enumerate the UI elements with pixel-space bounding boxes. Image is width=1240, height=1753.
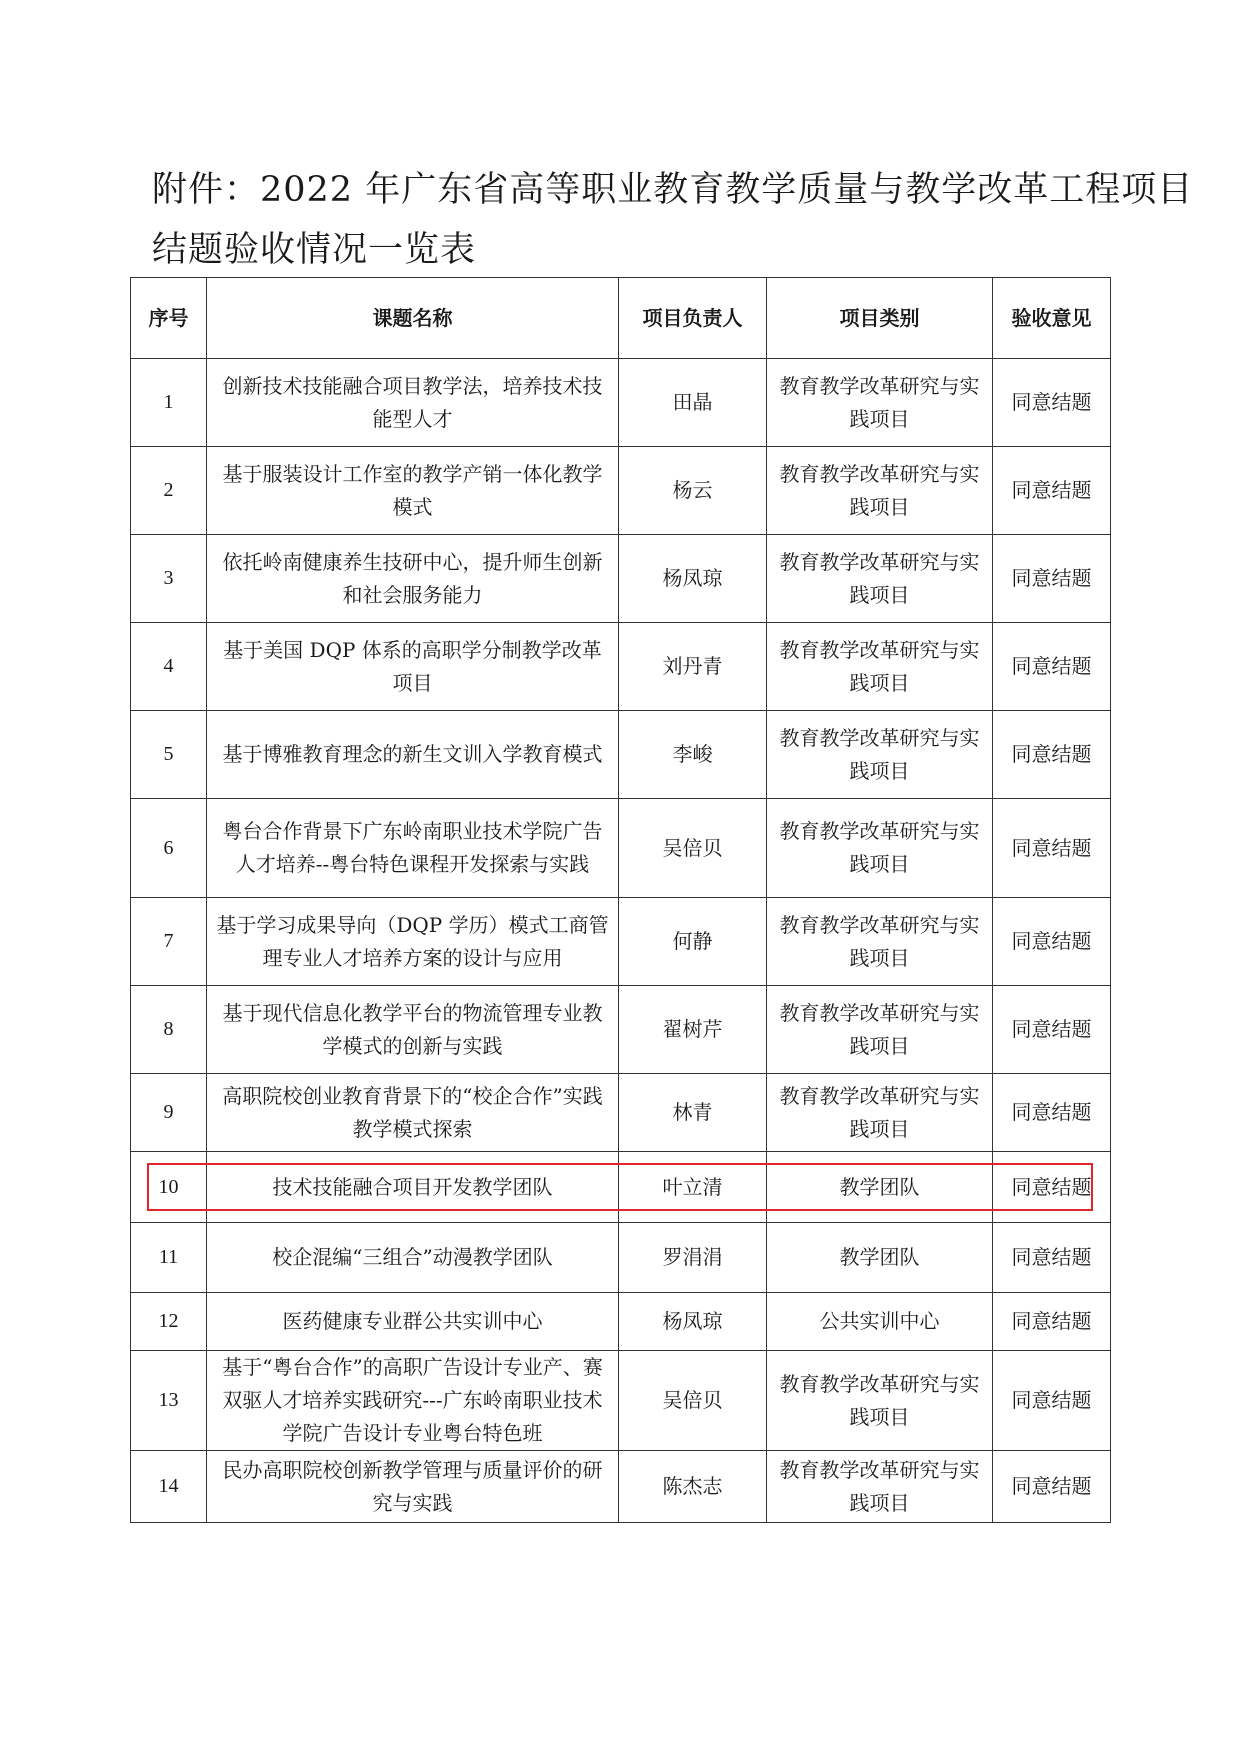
row-number: 6 [131, 799, 207, 898]
project-name: 依托岭南健康养生技研中心，提升师生创新和社会服务能力 [207, 535, 619, 623]
table-row [131, 535, 1111, 623]
row-number: 10 [131, 1152, 207, 1223]
acceptance-opinion: 同意结题 [993, 986, 1111, 1074]
acceptance-opinion: 同意结题 [993, 1451, 1111, 1523]
table-row [131, 359, 1111, 447]
table-row-highlighted [131, 1152, 1111, 1223]
header-project-name: 课题名称 [207, 278, 619, 359]
project-leader: 李峻 [619, 711, 767, 799]
project-name: 基于现代信息化教学平台的物流管理专业教学模式的创新与实践 [207, 986, 619, 1074]
project-leader: 刘丹青 [619, 623, 767, 711]
project-name: 基于学习成果导向（DQP 学历）模式工商管理专业人才培养方案的设计与应用 [207, 898, 619, 986]
project-leader: 杨凤琼 [619, 1293, 767, 1351]
project-name: 粤台合作背景下广东岭南职业技术学院广告人才培养--粤台特色课程开发探索与实践 [207, 799, 619, 898]
table-row [131, 898, 1111, 986]
project-name: 民办高职院校创新教学管理与质量评价的研究与实践 [207, 1451, 619, 1523]
table-header-row [131, 278, 1111, 359]
row-number: 9 [131, 1074, 207, 1152]
table-row [131, 986, 1111, 1074]
project-name: 技术技能融合项目开发教学团队 [207, 1152, 619, 1223]
table-row [131, 711, 1111, 799]
header-number: 序号 [131, 278, 207, 359]
project-name: 基于博雅教育理念的新生文训入学教育模式 [207, 711, 619, 799]
row-number: 12 [131, 1293, 207, 1351]
project-name: 基于“粤台合作”的高职广告设计专业产、赛双驱人才培养实践研究---广东岭南职业技术学院广告设计专业粤台特色班 [207, 1351, 619, 1451]
acceptance-opinion: 同意结题 [993, 799, 1111, 898]
table-row [131, 1351, 1111, 1451]
project-leader: 田晶 [619, 359, 767, 447]
table-row [131, 1451, 1111, 1523]
acceptance-opinion: 同意结题 [993, 1074, 1111, 1152]
table-row [131, 447, 1111, 535]
project-name: 创新技术技能融合项目教学法，培养技术技能型人才 [207, 359, 619, 447]
acceptance-opinion: 同意结题 [993, 535, 1111, 623]
project-category: 教育教学改革研究与实践项目 [767, 447, 993, 535]
project-category: 公共实训中心 [767, 1293, 993, 1351]
project-name: 校企混编“三组合”动漫教学团队 [207, 1223, 619, 1293]
project-category: 教育教学改革研究与实践项目 [767, 898, 993, 986]
project-name: 基于美国 DQP 体系的高职学分制教学改革项目 [207, 623, 619, 711]
acceptance-opinion: 同意结题 [993, 1152, 1111, 1223]
project-category: 教育教学改革研究与实践项目 [767, 986, 993, 1074]
row-number: 7 [131, 898, 207, 986]
row-number: 2 [131, 447, 207, 535]
row-number: 14 [131, 1451, 207, 1523]
row-number: 8 [131, 986, 207, 1074]
row-number: 11 [131, 1223, 207, 1293]
table-row [131, 1223, 1111, 1293]
project-category: 教育教学改革研究与实践项目 [767, 623, 993, 711]
table-row [131, 799, 1111, 898]
acceptance-opinion: 同意结题 [993, 359, 1111, 447]
project-leader: 林青 [619, 1074, 767, 1152]
row-number: 1 [131, 359, 207, 447]
project-leader: 叶立清 [619, 1152, 767, 1223]
acceptance-opinion: 同意结题 [993, 1293, 1111, 1351]
project-category: 教育教学改革研究与实践项目 [767, 1351, 993, 1451]
table-row [131, 1293, 1111, 1351]
project-category: 教育教学改革研究与实践项目 [767, 799, 993, 898]
acceptance-opinion: 同意结题 [993, 898, 1111, 986]
row-number: 3 [131, 535, 207, 623]
header-opinion: 验收意见 [993, 278, 1111, 359]
header-leader: 项目负责人 [619, 278, 767, 359]
acceptance-opinion: 同意结题 [993, 447, 1111, 535]
project-leader: 吴倍贝 [619, 1351, 767, 1451]
acceptance-opinion: 同意结题 [993, 1223, 1111, 1293]
page-title [152, 160, 1194, 280]
project-category: 教学团队 [767, 1223, 993, 1293]
project-leader: 吴倍贝 [619, 799, 767, 898]
project-name: 基于服装设计工作室的教学产销一体化教学模式 [207, 447, 619, 535]
acceptance-opinion: 同意结题 [993, 1351, 1111, 1451]
project-category: 教育教学改革研究与实践项目 [767, 535, 993, 623]
row-number: 5 [131, 711, 207, 799]
project-leader: 罗涓涓 [619, 1223, 767, 1293]
project-leader: 杨凤琼 [619, 535, 767, 623]
row-number: 13 [131, 1351, 207, 1451]
project-category: 教学团队 [767, 1152, 993, 1223]
project-name: 医药健康专业群公共实训中心 [207, 1293, 619, 1351]
project-category: 教育教学改革研究与实践项目 [767, 359, 993, 447]
project-category: 教育教学改革研究与实践项目 [767, 1451, 993, 1523]
header-category: 项目类别 [767, 278, 993, 359]
project-category: 教育教学改革研究与实践项目 [767, 711, 993, 799]
project-leader: 翟树芹 [619, 986, 767, 1074]
project-name: 高职院校创业教育背景下的“校企合作”实践教学模式探索 [207, 1074, 619, 1152]
acceptance-opinion: 同意结题 [993, 711, 1111, 799]
acceptance-table [130, 277, 1111, 1523]
project-leader: 杨云 [619, 447, 767, 535]
project-leader: 陈杰志 [619, 1451, 767, 1523]
table-row [131, 623, 1111, 711]
project-category: 教育教学改革研究与实践项目 [767, 1074, 993, 1152]
page-title-line-2: 结题验收情况一览表 [152, 230, 477, 270]
project-leader: 何静 [619, 898, 767, 986]
page-title-line-1: 附件：2022 年广东省高等职业教育教学质量与教学改革工程项目 [152, 170, 1194, 210]
table-row [131, 1074, 1111, 1152]
row-number: 4 [131, 623, 207, 711]
acceptance-opinion: 同意结题 [993, 623, 1111, 711]
